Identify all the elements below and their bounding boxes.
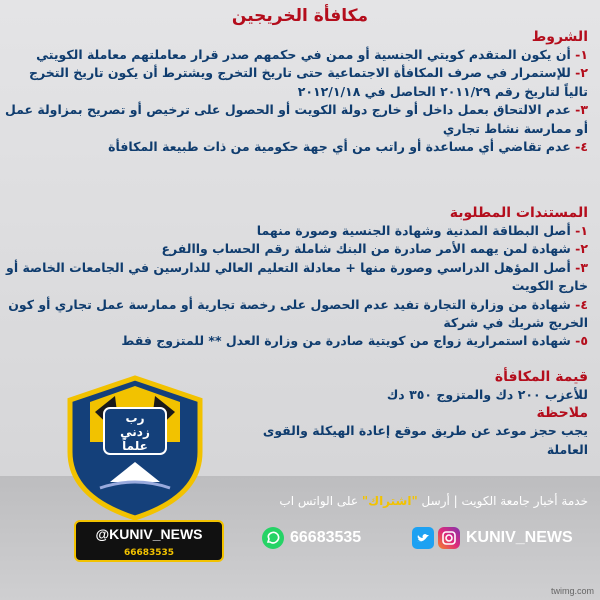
service-suffix: على الواتس اب: [279, 494, 358, 508]
contact-row: [262, 524, 592, 552]
documents-heading: المستندات المطلوبة: [449, 205, 588, 221]
social-contact[interactable]: [412, 524, 573, 552]
conditions-heading: الشروط: [531, 29, 588, 45]
document-item: ١- أصل البطاقة المدنية وشهادة الجنسية وصورة منهما: [256, 223, 588, 238]
logo-handle-box: [74, 520, 224, 562]
twitter-icon: [412, 527, 434, 549]
note-heading: ملاحظة: [536, 405, 588, 422]
service-line: [238, 494, 588, 508]
whatsapp-number: 66683535: [290, 529, 362, 546]
watermark: twimg.com: [550, 586, 594, 596]
social-handle: KUNIV_NEWS: [466, 529, 573, 546]
condition-item: ٤- عدم تقاضي أي مساعدة أو راتب من أي جهة حكومية من ذات طبيعة المكافأة: [108, 139, 588, 155]
service-prefix: خدمة أخبار جامعة الكويت | أرسل: [421, 494, 588, 508]
document-item: ٢- شهادة لمن يهمه الأمر صادرة من البنك شاملة رقم الحساب واالفرع: [161, 241, 588, 257]
university-logo-icon: [60, 372, 210, 522]
document-item: ٥- شهادة استمرارية زواج من كويتية صادرة من وزارة العدل ** للمتزوج فقط: [121, 333, 588, 349]
logo-text-2: زدني: [120, 425, 150, 439]
instagram-icon: [438, 527, 460, 549]
value-section: [228, 368, 588, 459]
logo-text-3: علماً: [122, 439, 148, 453]
logo-phone: 66683535: [123, 548, 175, 558]
value-heading: قيمة المكافأة: [494, 369, 588, 385]
condition-item: ٣- عدم الالتحاق بعمل داخل أو خارج دولة الكويت أو الحصول على ترخيص أو تصريح بمزاولة عمل أو ممارسة نشاط تجاري: [4, 102, 588, 136]
condition-item: ٢- للإستمرار في صرف المكافأة الاجتماعية حتى تاريخ التخرج ويشترط أن يكون تاريخ التخرج تالياً لتاريخ رقم ٢٠١١/٢٩ الحاصل في ٢٠١٢/١/١٨: [29, 65, 588, 99]
whatsapp-icon: [262, 527, 284, 549]
note-text: يجب حجز موعد عن طريق موقع إعادة الهيكلة والقوى العاملة: [262, 423, 588, 457]
document-item: ٤- شهادة من وزارة التجارة تفيد عدم الحصول على رخصة تجارية أو ممارسة عمل تجاري أو كون الخريج شريك في شركة: [8, 296, 588, 331]
page-title: مكافأة الخريجين: [231, 6, 369, 26]
logo-text-1: رب: [125, 411, 145, 425]
document-item: ٣- أصل المؤهل الدراسي وصورة منها + معادلة التعليم العالي للدارسين في الجامعات الخاصة أو خارج الكويت: [6, 259, 588, 294]
documents-section: [2, 204, 588, 351]
whatsapp-contact[interactable]: [262, 524, 361, 552]
condition-item: ١- أن يكون المتقدم كويتي الجنسية أو ممن في حكمهم صدر قرار معاملتهم معاملة الكويتي: [36, 47, 588, 62]
service-keyword: "اشتراك": [361, 494, 418, 508]
logo-handle: @KUNIV_NEWS: [95, 526, 203, 542]
value-text: للأعزب ٢٠٠ دك والمتزوج ٣٥٠ دك: [386, 387, 588, 402]
conditions-section: [2, 28, 588, 156]
